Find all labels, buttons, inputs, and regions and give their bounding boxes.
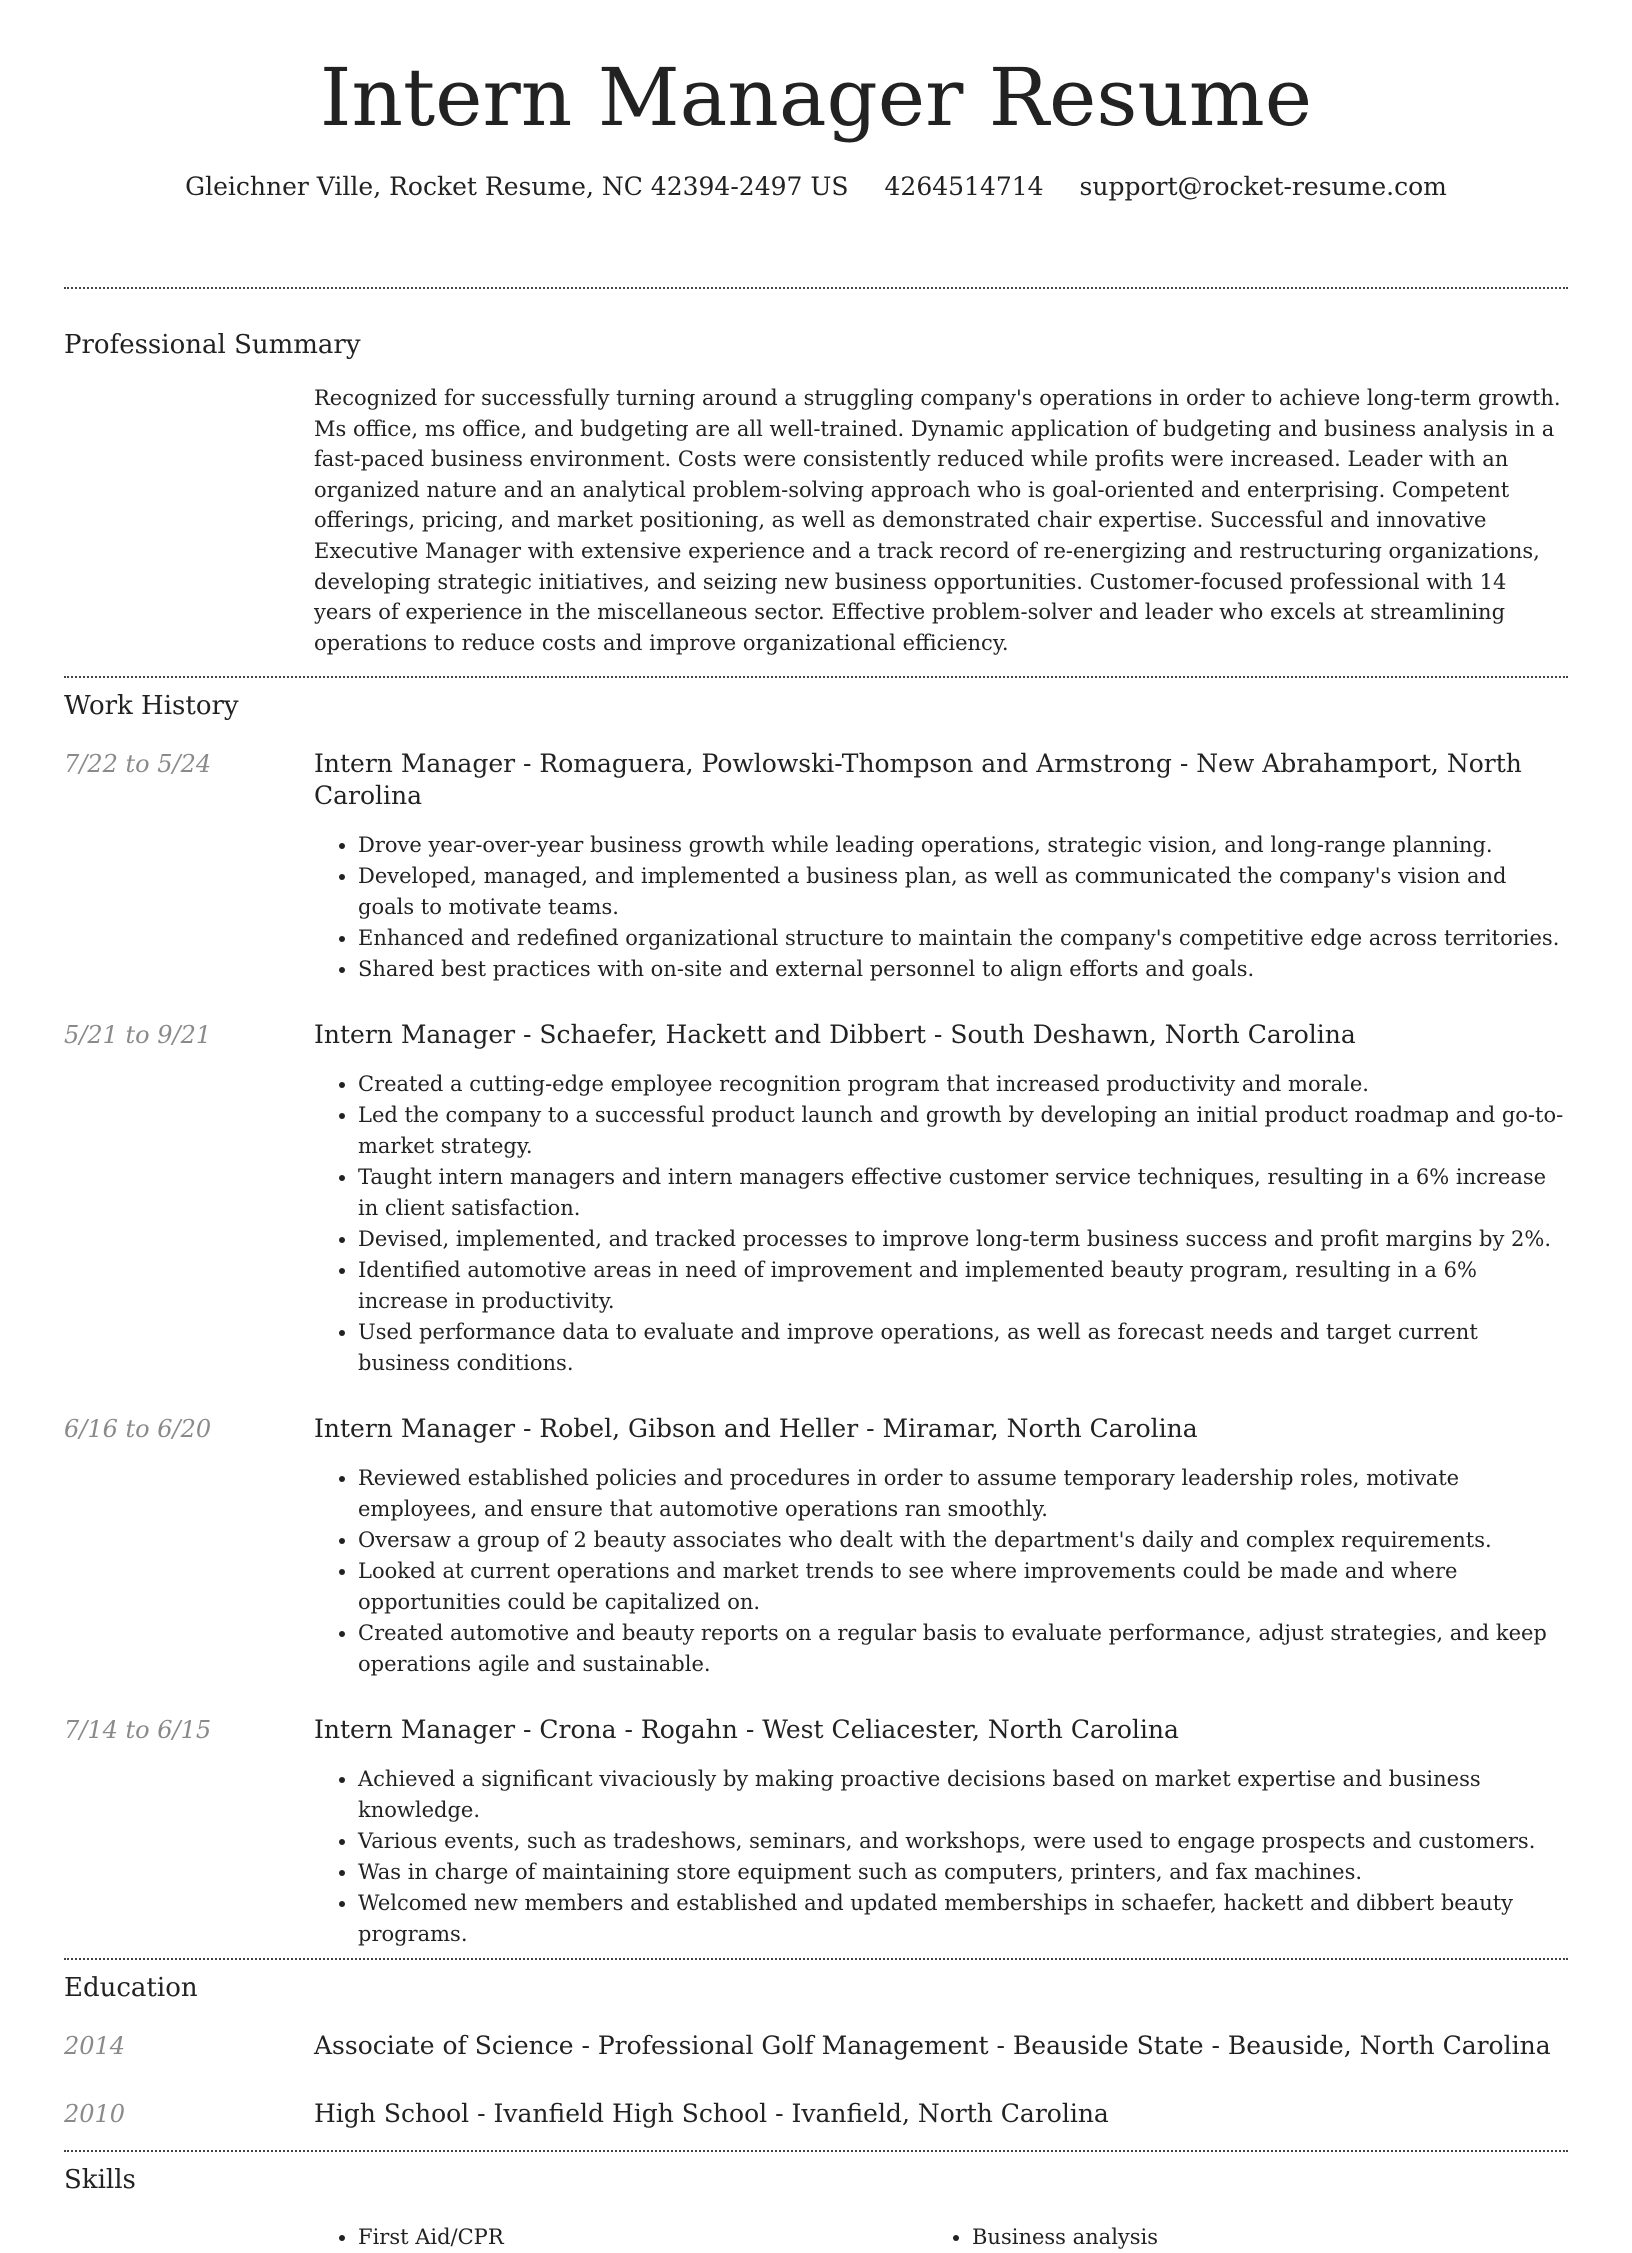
skill-item: • First Aid/CPR <box>358 2222 928 2253</box>
job-bullet: • Created a cutting-edge employee recognition program that increased productivity and morale. <box>358 1069 1568 1100</box>
skills-column-left <box>314 2222 928 2253</box>
education-entry <box>64 2098 1568 2130</box>
job-details <box>314 748 1568 985</box>
job-bullet: • Achieved a significant vivaciously by making proactive decisions based on market expertise and business knowledge. <box>358 1764 1568 1826</box>
job-bullet: • Created automotive and beauty reports on a regular basis to evaluate performance, adjust strategies, and keep operations agile and sustainable. <box>358 1618 1568 1680</box>
job-details <box>314 1714 1568 1950</box>
job-entry <box>64 1714 1568 1950</box>
job-entry <box>64 748 1568 985</box>
section-divider <box>64 2150 1568 2152</box>
job-details <box>314 1019 1568 1379</box>
job-entry <box>64 1019 1568 1379</box>
job-title: Intern Manager - Romaguera, Powlowski-Thompson and Armstrong - New Abrahamport, North Carolina <box>314 749 1522 811</box>
job-title: Intern Manager - Crona - Rogahn - West Celiacester, North Carolina <box>314 1715 1179 1745</box>
job-title: Intern Manager - Schaefer, Hackett and Dibbert - South Deshawn, North Carolina <box>314 1020 1356 1050</box>
job-bullet: • Reviewed established policies and procedures in order to assume temporary leadership roles, motivate employees, and ensure that automotive operations ran smoothly. <box>358 1463 1568 1525</box>
section-divider <box>64 676 1568 678</box>
resume-page <box>64 0 1568 2253</box>
resume-header <box>64 0 1568 239</box>
job-bullets <box>314 1764 1568 1950</box>
education-heading: Education <box>64 1973 198 2004</box>
education-degree: Associate of Science - Professional Golf Management <box>314 2031 989 2061</box>
job-bullet: • Was in charge of maintaining store equipment such as computers, printers, and fax machines. <box>358 1857 1568 1888</box>
job-dates: 7/22 to 5/24 <box>64 750 212 779</box>
job-bullets <box>314 1463 1568 1680</box>
job-bullet: • Used performance data to evaluate and improve operations, as well as forecast needs and target current business conditions. <box>358 1317 1568 1379</box>
job-entry <box>64 1413 1568 1680</box>
job-bullet: • Shared best practices with on-site and external personnel to align efforts and goals. <box>358 954 1568 985</box>
resume-title: Intern Manager Resume <box>319 51 1313 144</box>
job-bullet: • Identified automotive areas in need of improvement and implemented beauty program, resulting in a 6% increase in productivity. <box>358 1255 1568 1317</box>
skills-column-right <box>928 2222 1542 2253</box>
skill-item: • Business analysis <box>972 2222 1542 2253</box>
summary-text: Recognized for successfully turning around a struggling company's operations in order to achieve long-term growth. Ms office, ms office, and budgeting are all well-trained. Dynamic application of budgeting and business analysis in a fast-paced business environment. Costs were consistently reduced while profits were increased. Leader with an organized nature and an analytical problem-solving approach who is goal-oriented and enterprising. Competent offerings, pricing, and market positioning, as well as demonstrated chair expertise. Successful and innovative Executive Manager with extensive experience and a track record of re-energizing and restructuring organizations, developing strategic initiatives, and seizing new business opportunities. Customer-focused professional with 14 years of experience in the miscellaneous sector. Effective problem-solver and leader who excels at streamlining operations to reduce costs and improve organizational efficiency. <box>314 386 1561 655</box>
job-bullet: • Developed, managed, and implemented a business plan, as well as communicated the company's vision and goals to motivate teams. <box>358 861 1568 923</box>
contact-address: Gleichner Ville, Rocket Resume, NC 42394-2497 US <box>185 172 849 201</box>
work-history-heading: Work History <box>64 691 239 722</box>
contact-phone: 4264514714 <box>884 172 1044 201</box>
job-bullets <box>314 830 1568 985</box>
job-dates: 5/21 to 9/21 <box>64 1021 212 1050</box>
job-bullet: • Various events, such as tradeshows, seminars, and workshops, were used to engage prospects and customers. <box>358 1826 1568 1857</box>
education-school: - Beauside State - Beauside, North Carolina <box>988 2031 1551 2061</box>
education-year: 2010 <box>64 2100 126 2129</box>
section-divider <box>64 287 1568 289</box>
job-bullet: • Led the company to a successful product launch and growth by developing an initial product roadmap and go-to-market strategy. <box>358 1100 1568 1162</box>
job-bullet: • Oversaw a group of 2 beauty associates who dealt with the department's daily and complex requirements. <box>358 1525 1568 1556</box>
job-dates: 7/14 to 6/15 <box>64 1716 212 1745</box>
job-bullets <box>314 1069 1568 1379</box>
skills-list <box>314 2222 1568 2253</box>
education-degree: High School <box>314 2099 470 2129</box>
skills-heading: Skills <box>64 2165 136 2196</box>
contact-line <box>64 170 1568 204</box>
job-dates: 6/16 to 6/20 <box>64 1415 212 1444</box>
education-details <box>314 2030 1551 2062</box>
education-year: 2014 <box>64 2032 126 2061</box>
education-entry <box>64 2030 1568 2062</box>
job-bullet: • Welcomed new members and established and updated memberships in schaefer, hackett and dibbert beauty programs. <box>358 1888 1568 1950</box>
section-divider <box>64 1958 1568 1960</box>
job-bullet: • Taught intern managers and intern managers effective customer service techniques, resulting in a 6% increase in client satisfaction. <box>358 1162 1568 1224</box>
job-details <box>314 1413 1568 1680</box>
job-bullet: • Drove year-over-year business growth while leading operations, strategic vision, and long-range planning. <box>358 830 1568 861</box>
education-school: - Ivanfield High School - Ivanfield, North Carolina <box>469 2099 1109 2129</box>
job-title: Intern Manager - Robel, Gibson and Heller - Miramar, North Carolina <box>314 1414 1198 1444</box>
job-bullet: • Enhanced and redefined organizational structure to maintain the company's competitive edge across territories. <box>358 923 1568 954</box>
education-details <box>314 2098 1109 2130</box>
contact-email: support@rocket-resume.com <box>1079 172 1447 201</box>
summary-heading: Professional Summary <box>64 330 361 360</box>
job-bullet: • Devised, implemented, and tracked processes to improve long-term business success and profit margins by 2%. <box>358 1224 1568 1255</box>
job-bullet: • Looked at current operations and market trends to see where improvements could be made and where opportunities could be capitalized on. <box>358 1556 1568 1618</box>
